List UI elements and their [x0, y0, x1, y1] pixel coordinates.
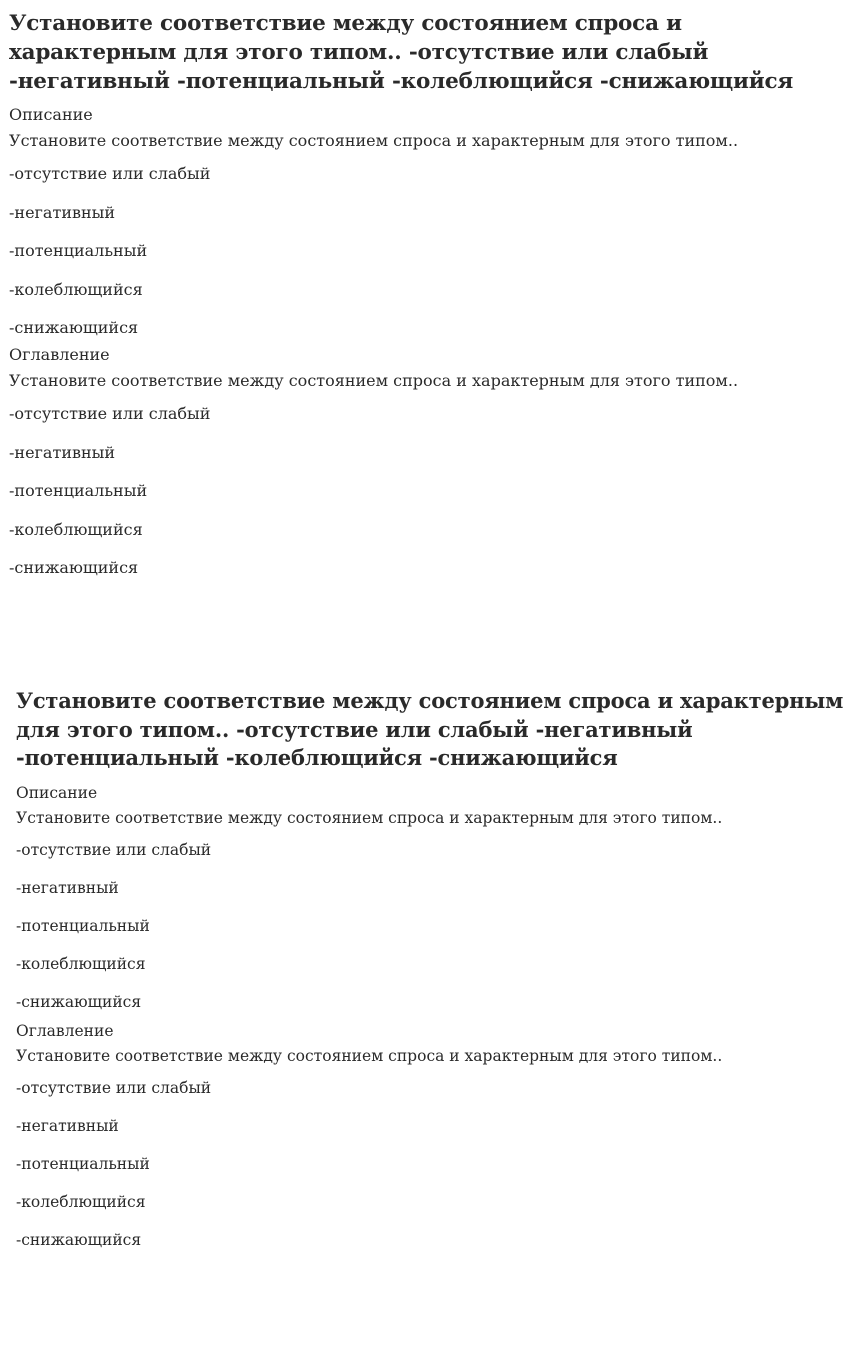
list-item: -колеблющийся — [16, 1192, 146, 1211]
list-item: -отсутствие или слабый — [16, 1078, 212, 1097]
list-item: -колеблющийся — [16, 954, 146, 973]
list-item: -потенциальный — [9, 481, 148, 500]
description-label: Описание — [16, 783, 98, 802]
list-item: -колеблющийся — [9, 519, 143, 539]
list-item: -снижающийся — [16, 992, 142, 1011]
toc-label: Оглавление — [16, 1021, 114, 1040]
list-item: -отсутствие или слабый — [9, 404, 211, 423]
list-item: -негативный — [16, 1116, 119, 1135]
list-item: -негативный — [9, 202, 116, 222]
toc-text: Установите соответствие между состоянием спроса и характерным для этого типом.. — [9, 371, 739, 390]
list-item: -негативный — [9, 442, 116, 462]
list-item: -колеблющийся — [9, 279, 143, 299]
list-item: -негативный — [16, 878, 119, 897]
description-list — [9, 164, 847, 338]
list-item: -отсутствие или слабый — [16, 840, 212, 859]
question-block — [0, 678, 847, 1250]
toc-label: Оглавление — [9, 345, 110, 364]
list-item: -снижающийся — [9, 318, 139, 337]
list-item: -снижающийся — [16, 1230, 142, 1249]
description-text: Установите соответствие между состоянием спроса и характерным для этого типом.. — [9, 131, 739, 150]
toc-list — [9, 404, 847, 578]
toc-text: Установите соответствие между состоянием спроса и характерным для этого типом.. — [16, 1046, 723, 1065]
question-block — [0, 0, 847, 578]
toc-list — [16, 1078, 847, 1250]
list-item: -потенциальный — [9, 241, 148, 260]
description-label: Описание — [9, 105, 93, 124]
list-item: -потенциальный — [16, 916, 150, 935]
list-item: -снижающийся — [9, 558, 139, 577]
question-title: Установите соответствие между состоянием спроса и характерным для этого типом.. -отсутствие или слабый -негативный -потенциальный -колеблющийся -снижающийся — [16, 688, 844, 770]
description-text: Установите соответствие между состоянием спроса и характерным для этого типом.. — [16, 808, 723, 827]
description-list — [16, 840, 847, 1012]
list-item: -отсутствие или слабый — [9, 164, 211, 183]
question-title: Установите соответствие между состоянием спроса и характерным для этого типом.. -отсутствие или слабый -негативный -потенциальный -колеблющийся -снижающийся — [9, 11, 794, 94]
list-item: -потенциальный — [16, 1154, 150, 1173]
